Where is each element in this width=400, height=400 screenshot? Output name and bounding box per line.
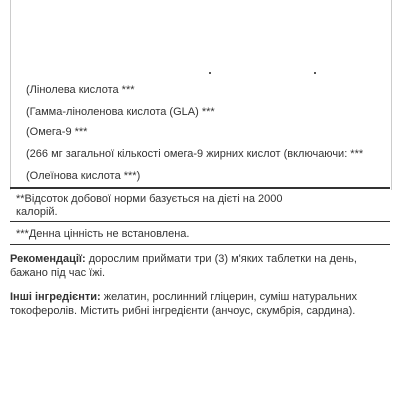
panel-divider-thick [10, 187, 390, 189]
panel-bottom-border [10, 244, 390, 245]
footnote-not-established: ***Денна цінність не встановлена. [16, 228, 190, 240]
other-ingredients-paragraph [10, 290, 385, 318]
recommendations-label: Рекомендації: [10, 253, 86, 265]
nutrient-row-omega9: (Омега-9 *** [26, 126, 88, 138]
footnote-daily-value: **Відсоток добової норми базується на дієті на 2000 [16, 193, 283, 205]
footnote-daily-value-cont: калорій. [16, 206, 58, 218]
other-ingredients-text: желатин, рослинний гліцерин, суміш натуральних токоферолів. Містить рибні інгредієнти (анчоус, скумбрія, сардина). [10, 291, 358, 317]
nutrient-row-gla: (Гамма-ліноленова кислота (GLA) *** [26, 106, 215, 118]
recommendations-text: дорослим приймати три (3) м'яких таблетки на день, бажано під час їжі. [10, 253, 357, 279]
nutrient-row-linoleic: (Лінолева кислота *** [26, 84, 135, 96]
recommendations-paragraph [10, 252, 385, 280]
separator-dot [209, 72, 211, 74]
nutrient-row-oleic: (Олеїнова кислота ***) [26, 170, 141, 182]
nutrient-row-omega9-total: (266 мг загальної кількості омега-9 жирних кислот (включаючи: *** [26, 148, 364, 160]
other-ingredients-label: Інші інгредієнти: [10, 291, 101, 303]
panel-divider [10, 221, 390, 222]
separator-dot [314, 72, 316, 74]
